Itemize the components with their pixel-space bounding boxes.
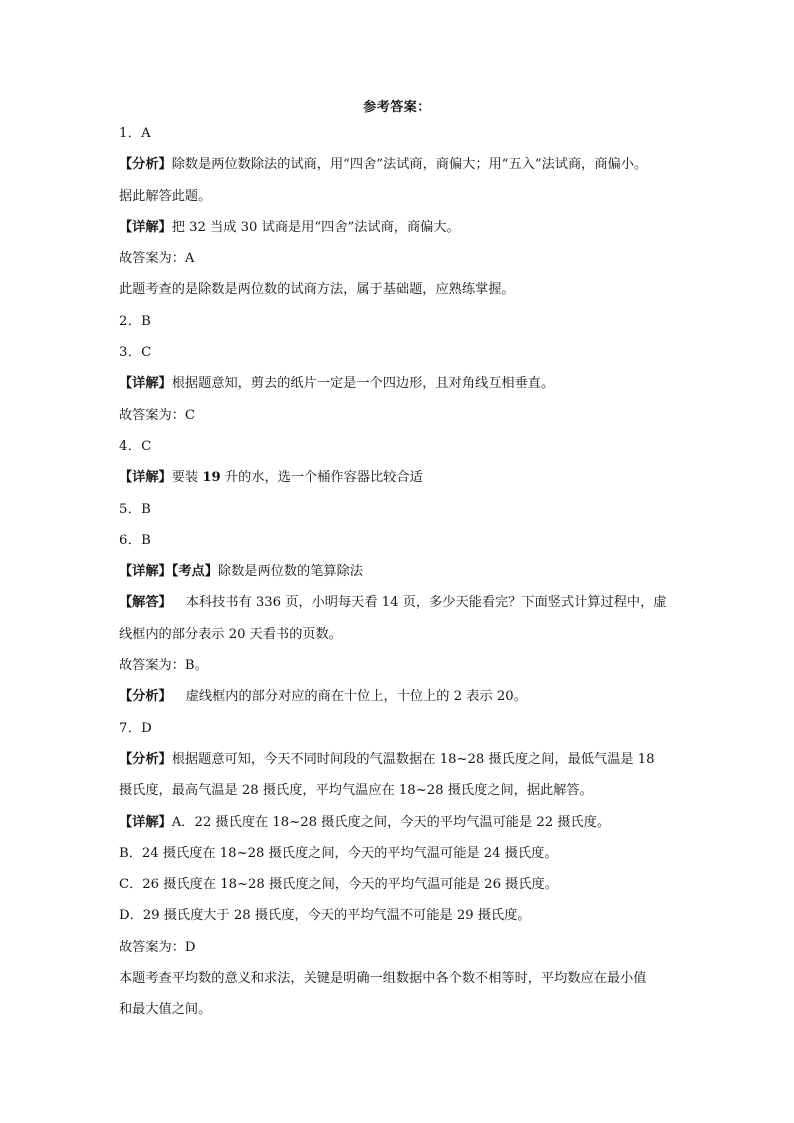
answer-2-number: 2．B [119, 313, 152, 329]
answer-3-detail [119, 368, 679, 399]
answer-3-number: 3．C [119, 345, 152, 361]
answer-6-analysis [119, 681, 679, 712]
detail-number: 19 [202, 470, 221, 486]
answer-6-final: 故答案为：B。 [119, 658, 208, 674]
detail-text-post: 升的水，选一个桶作容器比较合适 [220, 470, 423, 486]
answer-6-jieda-cont: 线框内的部分表示 20 天看书的页数。 [119, 626, 342, 642]
answer-1-summary: 此题考查的是除数是两位数的试商方法，属于基础题，应熟练掌握。 [119, 282, 515, 298]
answer-7-final: 故答案为：D [119, 939, 196, 955]
detail-tag: 【详解】 [119, 814, 172, 830]
answer-6-number: 6．B [119, 532, 152, 548]
jieda-text: 本科技书有 336 页，小明每天看 14 页，多少天能看完？下面竖式计算过程中，虚 [185, 595, 667, 611]
detail-text: 把 32 当成 30 试商是用“四舍”法试商，商偏大。 [171, 219, 460, 235]
detail-tag: 【详解】 [119, 219, 172, 235]
detail-text-pre: 要装 [171, 470, 203, 486]
detail-tag: 【详解】 [119, 564, 172, 580]
kaodian-tag: 【考点】 [171, 564, 218, 580]
answer-7-option-b: B．24 摄氏度在 18~28 摄氏度之间，今天的平均气温可能是 24 摄氏度。 [119, 845, 558, 861]
answer-5-number: 5．B [119, 501, 152, 517]
answer-7-summary-cont: 和最大值之间。 [119, 1002, 212, 1018]
analysis-text: 除数是两位数除法的试商，用“四舍”法试商，商偏大；用“五入”法试商，商偏小。 [171, 157, 648, 173]
answer-7-summary: 本题考查平均数的意义和求法，关键是明确一组数据中各个数不相等时，平均数应在最小值 [119, 971, 647, 987]
answer-1-analysis [119, 149, 679, 180]
answer-6-detail [119, 556, 679, 587]
answer-7-analysis [119, 744, 679, 775]
option-a-text: A．22 摄氏度在 18~28 摄氏度之间，今天的平均气温可能是 22 摄氏度。 [171, 814, 611, 830]
answer-7-analysis-cont: 摄氏度，最高气温是 28 摄氏度，平均气温应在 18~28 摄氏度之间，据此解答。 [119, 783, 593, 799]
analysis-text: 虚线框内的部分对应的商在十位上，十位上的 2 表示 20。 [185, 689, 527, 705]
answer-6-jieda [119, 587, 679, 618]
answer-content [119, 118, 679, 1026]
answer-7-option-d: D．29 摄氏度大于 28 摄氏度，今天的平均气温不可能是 29 摄氏度。 [119, 908, 531, 924]
analysis-tag: 【分析】 [119, 689, 172, 705]
answer-7-number: 7．D [119, 720, 153, 736]
answer-1-number: 1．A [119, 126, 152, 141]
detail-tag: 【详解】 [119, 470, 172, 486]
detail-text: 根据题意知，剪去的纸片一定是一个四边形，且对角线互相垂直。 [171, 376, 555, 392]
kaodian-text: 除数是两位数的笔算除法 [217, 564, 363, 580]
answer-1-final: 故答案为：A [119, 251, 195, 267]
answer-7-detail [119, 807, 679, 838]
answer-4-number: 4．C [119, 438, 152, 454]
answer-7-option-c: C．26 摄氏度在 18~28 摄氏度之间，今天的平均气温可能是 26 摄氏度。 [119, 877, 558, 893]
analysis-tag: 【分析】 [119, 751, 172, 767]
answer-4-detail [119, 462, 679, 493]
detail-tag: 【详解】 [119, 376, 172, 392]
answer-1-analysis-cont: 据此解答此题。 [119, 188, 212, 204]
page-title: 参考答案： [363, 100, 431, 115]
answer-1-detail [119, 212, 679, 243]
analysis-text: 根据题意可知，今天不同时间段的气温数据在 18~28 摄氏度之间，最低气温是 18 [171, 751, 655, 767]
jieda-tag: 【解答】 [119, 595, 172, 611]
answer-3-final: 故答案为：C [119, 407, 196, 423]
analysis-tag: 【分析】 [119, 157, 172, 173]
